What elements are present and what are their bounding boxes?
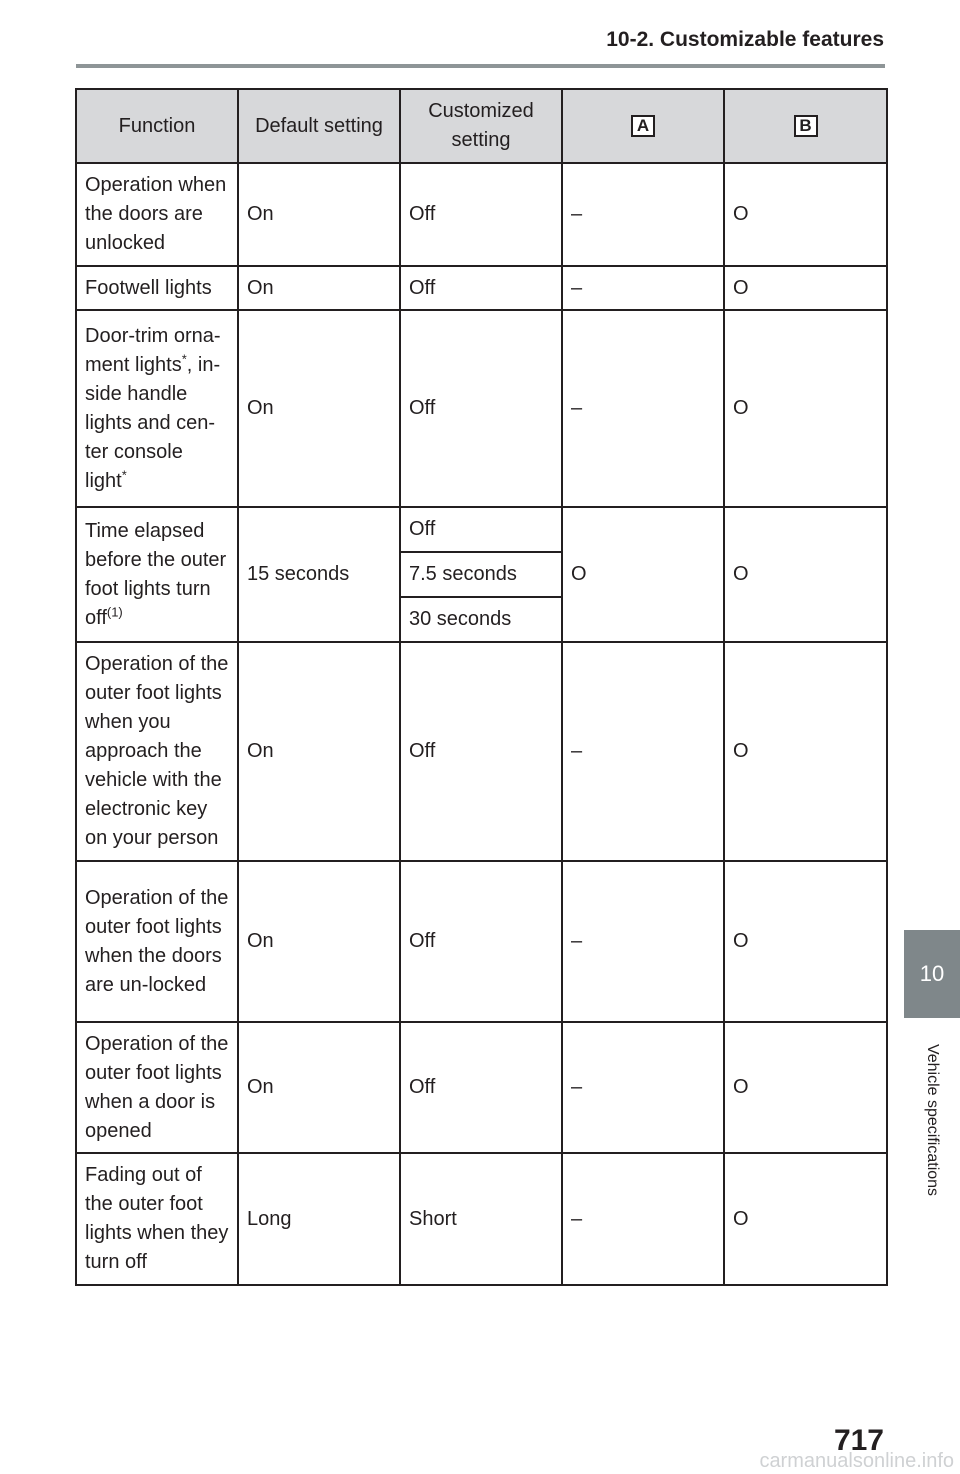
- a-cell: –: [562, 642, 724, 861]
- table-row: [76, 310, 887, 507]
- function-cell: Operation when the doors are unlocked: [76, 163, 238, 266]
- b-cell: O: [724, 1153, 887, 1285]
- function-cell: Fading out of the outer foot lights when they turn off: [76, 1153, 238, 1285]
- b-cell: O: [724, 266, 887, 310]
- a-cell: –: [562, 163, 724, 266]
- table-row: [76, 861, 887, 1022]
- footnote-mark: (1): [106, 603, 123, 619]
- chapter-tab: [904, 930, 960, 1018]
- customized-option-cell: Off: [400, 507, 562, 552]
- default-setting-cell: On: [238, 861, 400, 1022]
- column-header-default-setting: Default setting: [238, 89, 400, 163]
- table-row: [76, 1153, 887, 1285]
- customized-setting-cell: Off: [400, 163, 562, 266]
- function-cell: [76, 310, 238, 507]
- customized-setting-cell: Off: [400, 1022, 562, 1153]
- function-text: Time elapsed before the outer foot lights turn off: [85, 519, 227, 629]
- customized-setting-cell: Off: [400, 642, 562, 861]
- letter-b-box: B: [794, 115, 818, 137]
- page-header-title: 10-2. Customizable features: [606, 28, 884, 51]
- a-cell: –: [562, 1153, 724, 1285]
- table-row: [76, 507, 887, 552]
- a-cell: –: [562, 861, 724, 1022]
- function-cell: Operation of the outer foot lights when the doors are un-locked: [76, 861, 238, 1022]
- table-row: [76, 163, 887, 266]
- column-header-customized-setting: Customized setting: [400, 89, 562, 163]
- customized-setting-cell: Off: [400, 266, 562, 310]
- function-cell: Footwell lights: [76, 266, 238, 310]
- function-cell: [76, 507, 238, 642]
- a-cell: –: [562, 266, 724, 310]
- function-text: , in-side handle lights and cen-ter console light: [85, 353, 221, 492]
- function-cell: Operation of the outer foot lights when a door is opened: [76, 1022, 238, 1153]
- function-text: Door-trim orna-ment lights: [85, 324, 221, 376]
- table-row: [76, 266, 887, 310]
- customized-setting-cell: Off: [400, 310, 562, 507]
- customized-setting-cell: Short: [400, 1153, 562, 1285]
- watermark-text: carmanualsonline.info: [759, 1450, 954, 1472]
- customized-option-cell: 7.5 seconds: [400, 552, 562, 597]
- a-cell: –: [562, 1022, 724, 1153]
- letter-a-box: A: [631, 115, 655, 137]
- customized-setting-cell: Off: [400, 861, 562, 1022]
- default-setting-cell: On: [238, 163, 400, 266]
- default-setting-cell: On: [238, 1022, 400, 1153]
- table-row: [76, 1022, 887, 1153]
- column-header-function: Function: [76, 89, 238, 163]
- a-cell: –: [562, 310, 724, 507]
- b-cell: O: [724, 1022, 887, 1153]
- footnote-mark: *: [181, 350, 187, 366]
- default-setting-cell: 15 seconds: [238, 507, 400, 642]
- chapter-label: Vehicle specifications: [924, 1043, 941, 1197]
- a-cell: O: [562, 507, 724, 642]
- b-cell: O: [724, 310, 887, 507]
- default-setting-cell: On: [238, 266, 400, 310]
- b-cell: O: [724, 163, 887, 266]
- default-setting-cell: On: [238, 642, 400, 861]
- footnote-mark: *: [121, 466, 127, 482]
- page-number: 717: [833, 1424, 884, 1457]
- customized-option-cell: 30 seconds: [400, 597, 562, 642]
- table-row: [76, 642, 887, 861]
- column-header-b: [724, 89, 887, 163]
- b-cell: O: [724, 507, 887, 642]
- b-cell: O: [724, 642, 887, 861]
- function-cell: Operation of the outer foot lights when you approach the vehicle with the electronic key on your person: [76, 642, 238, 861]
- chapter-number: 10: [919, 961, 945, 986]
- column-header-a: [562, 89, 724, 163]
- header-rule: [76, 64, 885, 68]
- default-setting-cell: Long: [238, 1153, 400, 1285]
- default-setting-cell: On: [238, 310, 400, 507]
- customizable-features-table: [75, 88, 888, 1286]
- b-cell: O: [724, 861, 887, 1022]
- table-header-row: [76, 89, 887, 163]
